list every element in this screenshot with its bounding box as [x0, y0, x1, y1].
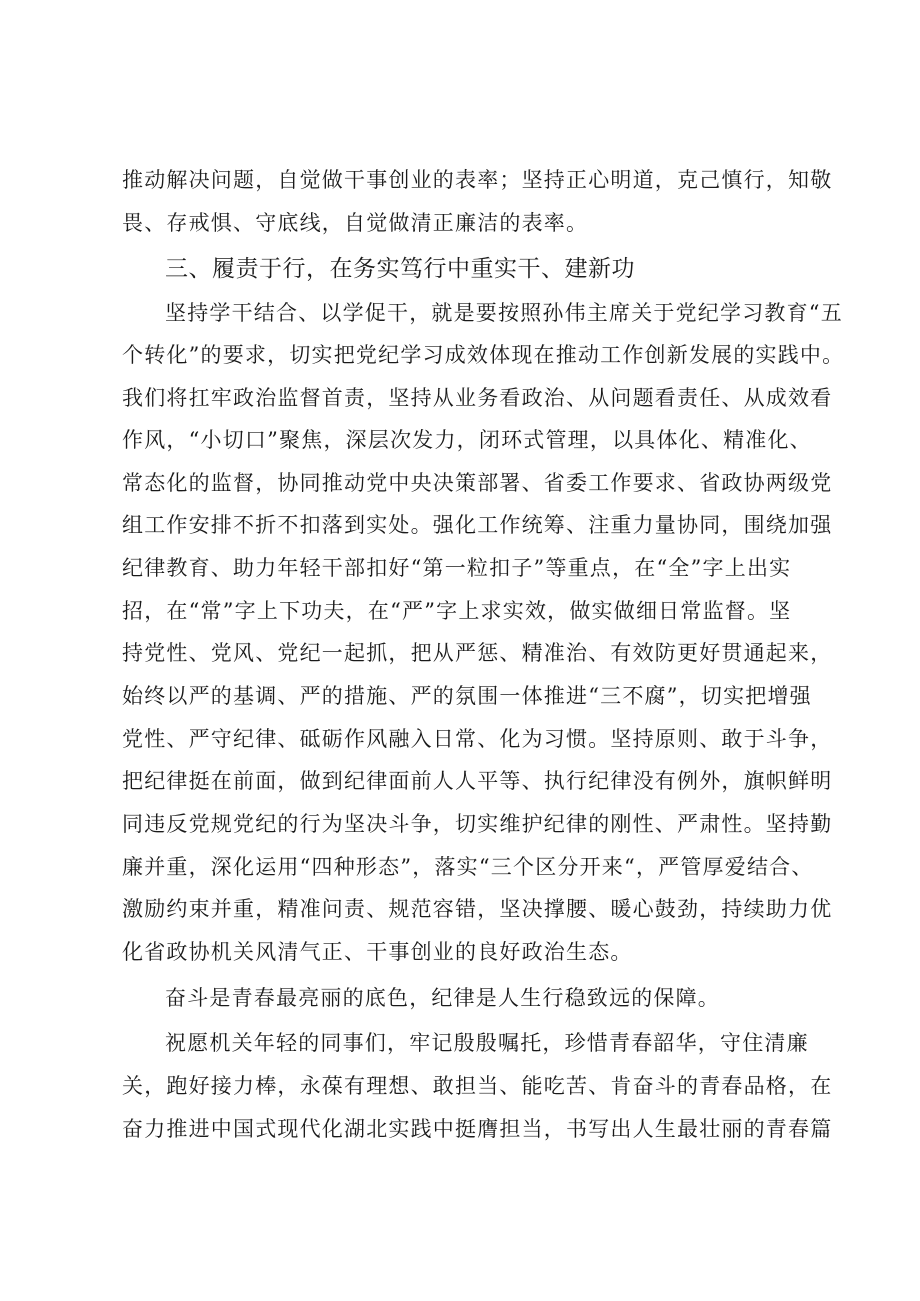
- section-line-16: 化省政协机关风清气正、干事创业的良好政治生态。: [122, 940, 633, 964]
- section-line-1: 坚持学干结合、以学促干，就是要按照孙伟主席关于党纪学习教育“五: [165, 301, 843, 325]
- closing-line-3: 奋力推进中国式现代化湖北实践中挺膺担当，书写出人生最壮丽的青春篇: [122, 1117, 833, 1141]
- intro-line-1: 推动解决问题，自觉做干事创业的表率；坚持正心明道，克己慎行，知敬: [122, 168, 833, 192]
- section-line-12: 把纪律挺在前面，做到纪律面前人人平等、执行纪律没有例外，旗帜鲜明: [122, 769, 833, 793]
- section-line-14: 廉并重，深化运用“四种形态”，落实“三个区分开来“，严管厚爱结合、: [122, 855, 814, 879]
- section-line-3: 我们将扛牢政治监督首责，坚持从业务看政治、从问题看责任、从成效看: [122, 386, 833, 410]
- closing-line-1: 祝愿机关年轻的同事们，牢记殷殷嘱托，珍惜青春韶华，守住清廉: [165, 1031, 809, 1055]
- closing-line-2: 关，跑好接力棒，永葆有理想、敢担当、能吃苦、肯奋斗的青春品格，在: [122, 1074, 833, 1098]
- section-line-15: 激励约束并重，精准问责、规范容错，坚决撑腰、暖心鼓劲，持续助力优: [122, 897, 833, 921]
- section-line-7: 纪律教育、助力年轻干部扣好“第一粒扣子”等重点，在“全”字上出实: [122, 556, 792, 580]
- section-line-10: 始终以严的基调、严的措施、严的氛围一体推进“三不腐”，切实把增强: [122, 684, 812, 708]
- section-line-11: 党性、严守纪律、砥砺作风融入日常、化为习惯。坚持原则、敢于斗争，: [122, 727, 833, 751]
- section-line-5: 常态化的监督，协同推动党中央决策部署、省委工作要求、省政协两级党: [122, 471, 833, 495]
- section-line-13: 同违反党规党纪的行为坚决斗争，切实维护纪律的刚性、严肃性。坚持勤: [122, 812, 833, 836]
- section-line-8: 招，在“常”字上下功夫，在“严”字上求实效，做实做细日常监督。坚: [122, 599, 792, 623]
- section-line-2: 个转化”的要求，切实把党纪学习成效体现在推动工作创新发展的实践中。: [122, 343, 845, 367]
- section-heading: 三、履责于行，在务实笃行中重实干、建新功: [165, 256, 635, 282]
- section-line-4: 作风，“小切口”聚焦，深层次发力，闭环式管理，以具体化、精准化、: [122, 428, 812, 452]
- section-line-9: 持党性、党风、党纪一起抓，把从严惩、精准治、有效防更好贯通起来，: [122, 641, 833, 665]
- intro-line-2: 畏、存戒惧、守底线，自觉做清正廉洁的表率。: [122, 211, 589, 235]
- section-line-6: 组工作安排不折不扣落到实处。强化工作统筹、注重力量协同，围绕加强: [122, 513, 833, 537]
- youth-paragraph: 奋斗是青春最亮丽的底色，纪律是人生行稳致远的保障。: [165, 986, 720, 1010]
